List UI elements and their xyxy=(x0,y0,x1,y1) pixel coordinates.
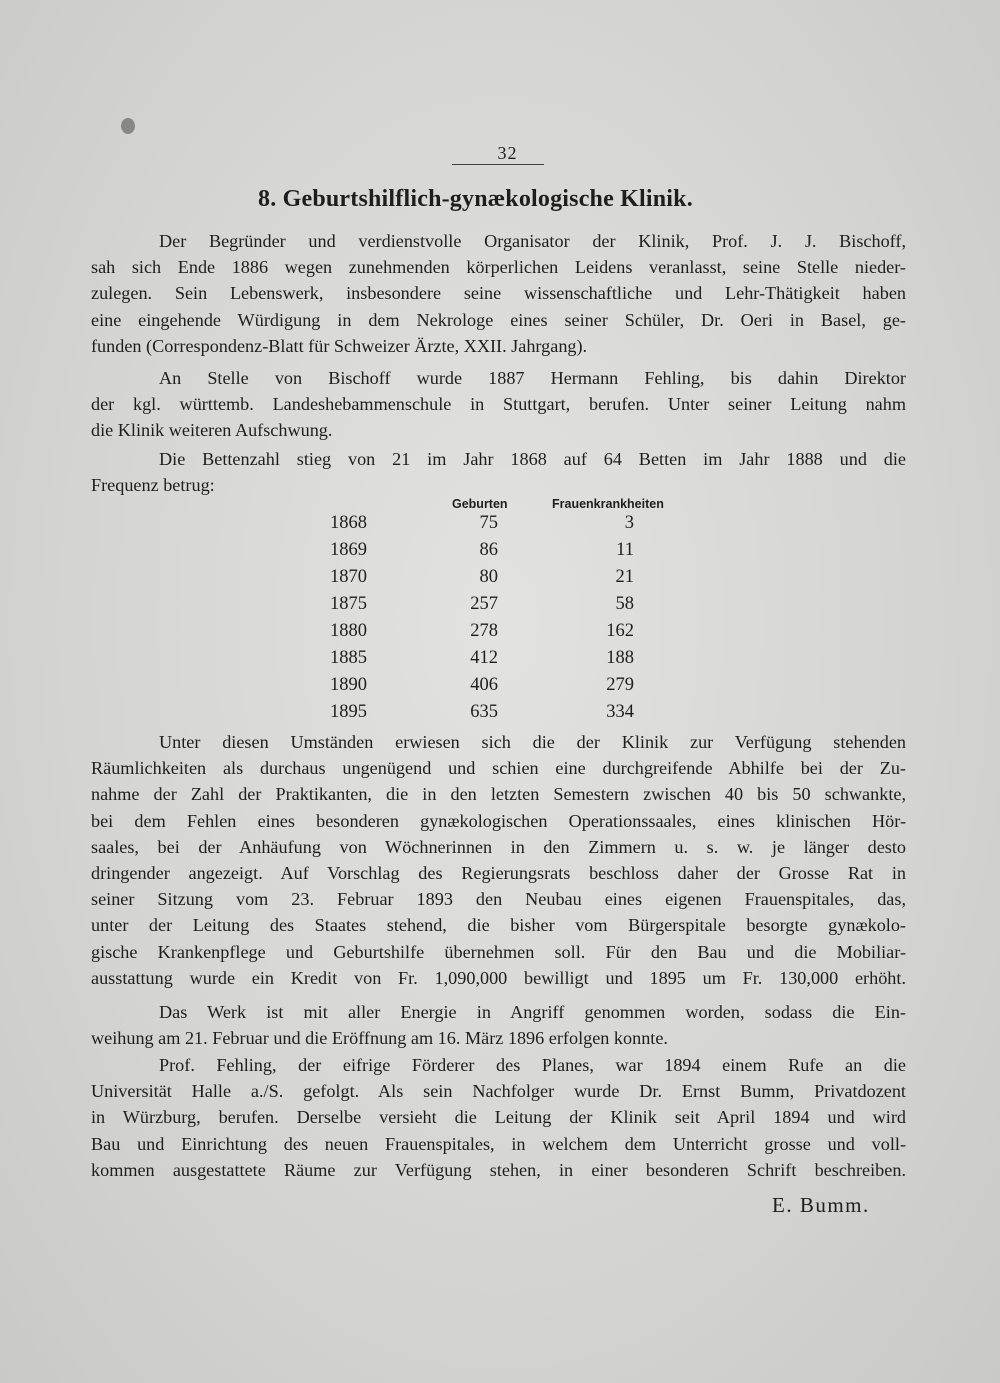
table-header-births: Geburten xyxy=(452,497,508,511)
cell-year: 1895 xyxy=(330,702,367,722)
table-row xyxy=(0,567,1000,594)
paragraph-new-building xyxy=(91,729,906,991)
paragraph-successor xyxy=(91,365,906,444)
cell-births: 406 xyxy=(470,675,498,695)
cell-year: 1890 xyxy=(330,675,367,695)
cell-diseases: 334 xyxy=(606,702,634,722)
text-line: zulegen. Sein Lebenswerk, insbesondere seine wissenschaftliche und Lehr-Thätigkeit haben xyxy=(91,283,906,304)
table-row xyxy=(0,540,1000,567)
text-line: seiner Sitzung vom 23. Februar 1893 den Neubau eines eigenen Frauenspitales, das, xyxy=(91,889,906,910)
table-row xyxy=(0,648,1000,675)
cell-diseases: 279 xyxy=(606,675,634,695)
table-header-diseases: Frauenkrankheiten xyxy=(552,497,664,511)
text-line: funden (Correspondenz-Blatt für Schweizer Ärzte, XXII. Jahrgang). xyxy=(91,335,588,356)
cell-births: 257 xyxy=(470,594,498,614)
text-line: Der Begründer und verdienstvolle Organisator der Klinik, Prof. J. J. Bischoff, xyxy=(159,231,906,251)
cell-births: 412 xyxy=(470,648,498,668)
table-row xyxy=(0,702,1000,729)
cell-diseases: 3 xyxy=(624,513,634,533)
table-row xyxy=(0,621,1000,648)
signature: E. Bumm. xyxy=(772,1193,870,1217)
text-line: Frequenz betrug: xyxy=(91,475,215,496)
text-line: gische Krankenpflege und Geburtshilfe übernehmen soll. Für den Bau und die Mobiliar- xyxy=(91,941,906,962)
cell-births: 635 xyxy=(470,702,498,722)
text-line: Unter diesen Umständen erwiesen sich die der Klinik zur Verfügung stehenden xyxy=(159,732,906,752)
text-line: Die Bettenzahl stieg von 21 im Jahr 1868 auf 64 Betten im Jahr 1888 und die xyxy=(159,449,906,469)
table-row xyxy=(0,594,1000,621)
paragraph-fehling xyxy=(91,1052,906,1183)
text-line: Räumlichkeiten als durchaus ungenügend und schien eine durchgreifende Abhilfe bei der Zu- xyxy=(91,758,906,779)
text-line: saales, bei der Anhäufung von Wöchnerinnen in den Zimmern u. s. w. je länger desto xyxy=(91,836,906,857)
cell-births: 80 xyxy=(479,567,498,587)
section-title: 8. Geburtshilflich-gynækologische Klinik. xyxy=(258,186,693,212)
table-row xyxy=(0,513,1000,540)
page-number-rule xyxy=(452,164,544,165)
text-line: Universität Halle a./S. gefolgt. Als sein Nachfolger wurde Dr. Ernst Bumm, Privatdozent xyxy=(91,1081,906,1102)
text-line: in Würzburg, berufen. Derselbe versieht die Leitung der Klinik seit April 1894 und wird xyxy=(91,1107,906,1128)
cell-births: 278 xyxy=(470,621,498,641)
text-line: eine eingehende Würdigung in dem Nekrologe eines seiner Schüler, Dr. Oeri in Basel, ge- xyxy=(91,309,906,330)
text-line: kommen ausgestattete Räume zur Verfügung stehen, in einer besonderen Schrift beschreiben. xyxy=(91,1159,906,1180)
cell-diseases: 21 xyxy=(615,567,634,587)
page-number: 32 xyxy=(497,143,518,163)
cell-year: 1885 xyxy=(330,648,367,668)
cell-diseases: 162 xyxy=(606,621,634,641)
table-row xyxy=(0,675,1000,702)
text-line: Das Werk ist mit aller Energie in Angriff genommen worden, sodass die Ein- xyxy=(159,1002,906,1022)
text-line: bei dem Fehlen eines besonderen gynækologischen Operationssaales, eines klinischen Hör- xyxy=(91,810,906,831)
paragraph-founder xyxy=(91,228,906,359)
text-line: die Klinik weiteren Aufschwung. xyxy=(91,420,333,441)
paragraph-beds xyxy=(91,446,906,498)
cell-year: 1875 xyxy=(330,594,367,614)
cell-year: 1880 xyxy=(330,621,367,641)
text-line: dringender angezeigt. Auf Vorschlag des Regierungsrats beschloss daher der Grosse Rat in xyxy=(91,863,906,884)
cell-year: 1868 xyxy=(330,513,367,533)
text-line: ausstattung wurde ein Kredit von Fr. 1,090,000 bewilligt und 1895 um Fr. 130,000 erhöht. xyxy=(91,967,906,988)
text-line: weihung am 21. Februar und die Eröffnung am 16. März 1896 erfolgen konnte. xyxy=(91,1028,668,1049)
cell-diseases: 188 xyxy=(606,648,634,668)
text-line: Bau und Einrichtung des neuen Frauenspitales, in welchem dem Unterricht grosse und voll- xyxy=(91,1133,906,1154)
cell-births: 75 xyxy=(479,513,498,533)
cell-year: 1869 xyxy=(330,540,367,560)
cell-diseases: 58 xyxy=(615,594,634,614)
text-line: Prof. Fehling, der eifrige Förderer des Planes, war 1894 einem Rufe an die xyxy=(159,1055,906,1075)
cell-diseases: 11 xyxy=(616,540,634,560)
text-line: sah sich Ende 1886 wegen zunehmenden körperlichen Leidens veranlasst, seine Stelle nieder- xyxy=(91,257,906,278)
cell-year: 1870 xyxy=(330,567,367,587)
cell-births: 86 xyxy=(479,540,498,560)
text-line: An Stelle von Bischoff wurde 1887 Hermann Fehling, bis dahin Direktor xyxy=(159,368,906,388)
text-line: nahme der Zahl der Praktikanten, die in den letzten Semestern zwischen 40 bis 50 schwankte, xyxy=(91,784,906,805)
text-line: der kgl. württemb. Landeshebammenschule in Stuttgart, berufen. Unter seiner Leitung nahm xyxy=(91,394,906,415)
paragraph-inauguration xyxy=(91,999,906,1051)
ink-smudge xyxy=(121,118,135,134)
text-line: unter der Leitung des Staates stehend, die bisher vom Bürgerspitale besorgte gynækolo- xyxy=(91,915,906,936)
